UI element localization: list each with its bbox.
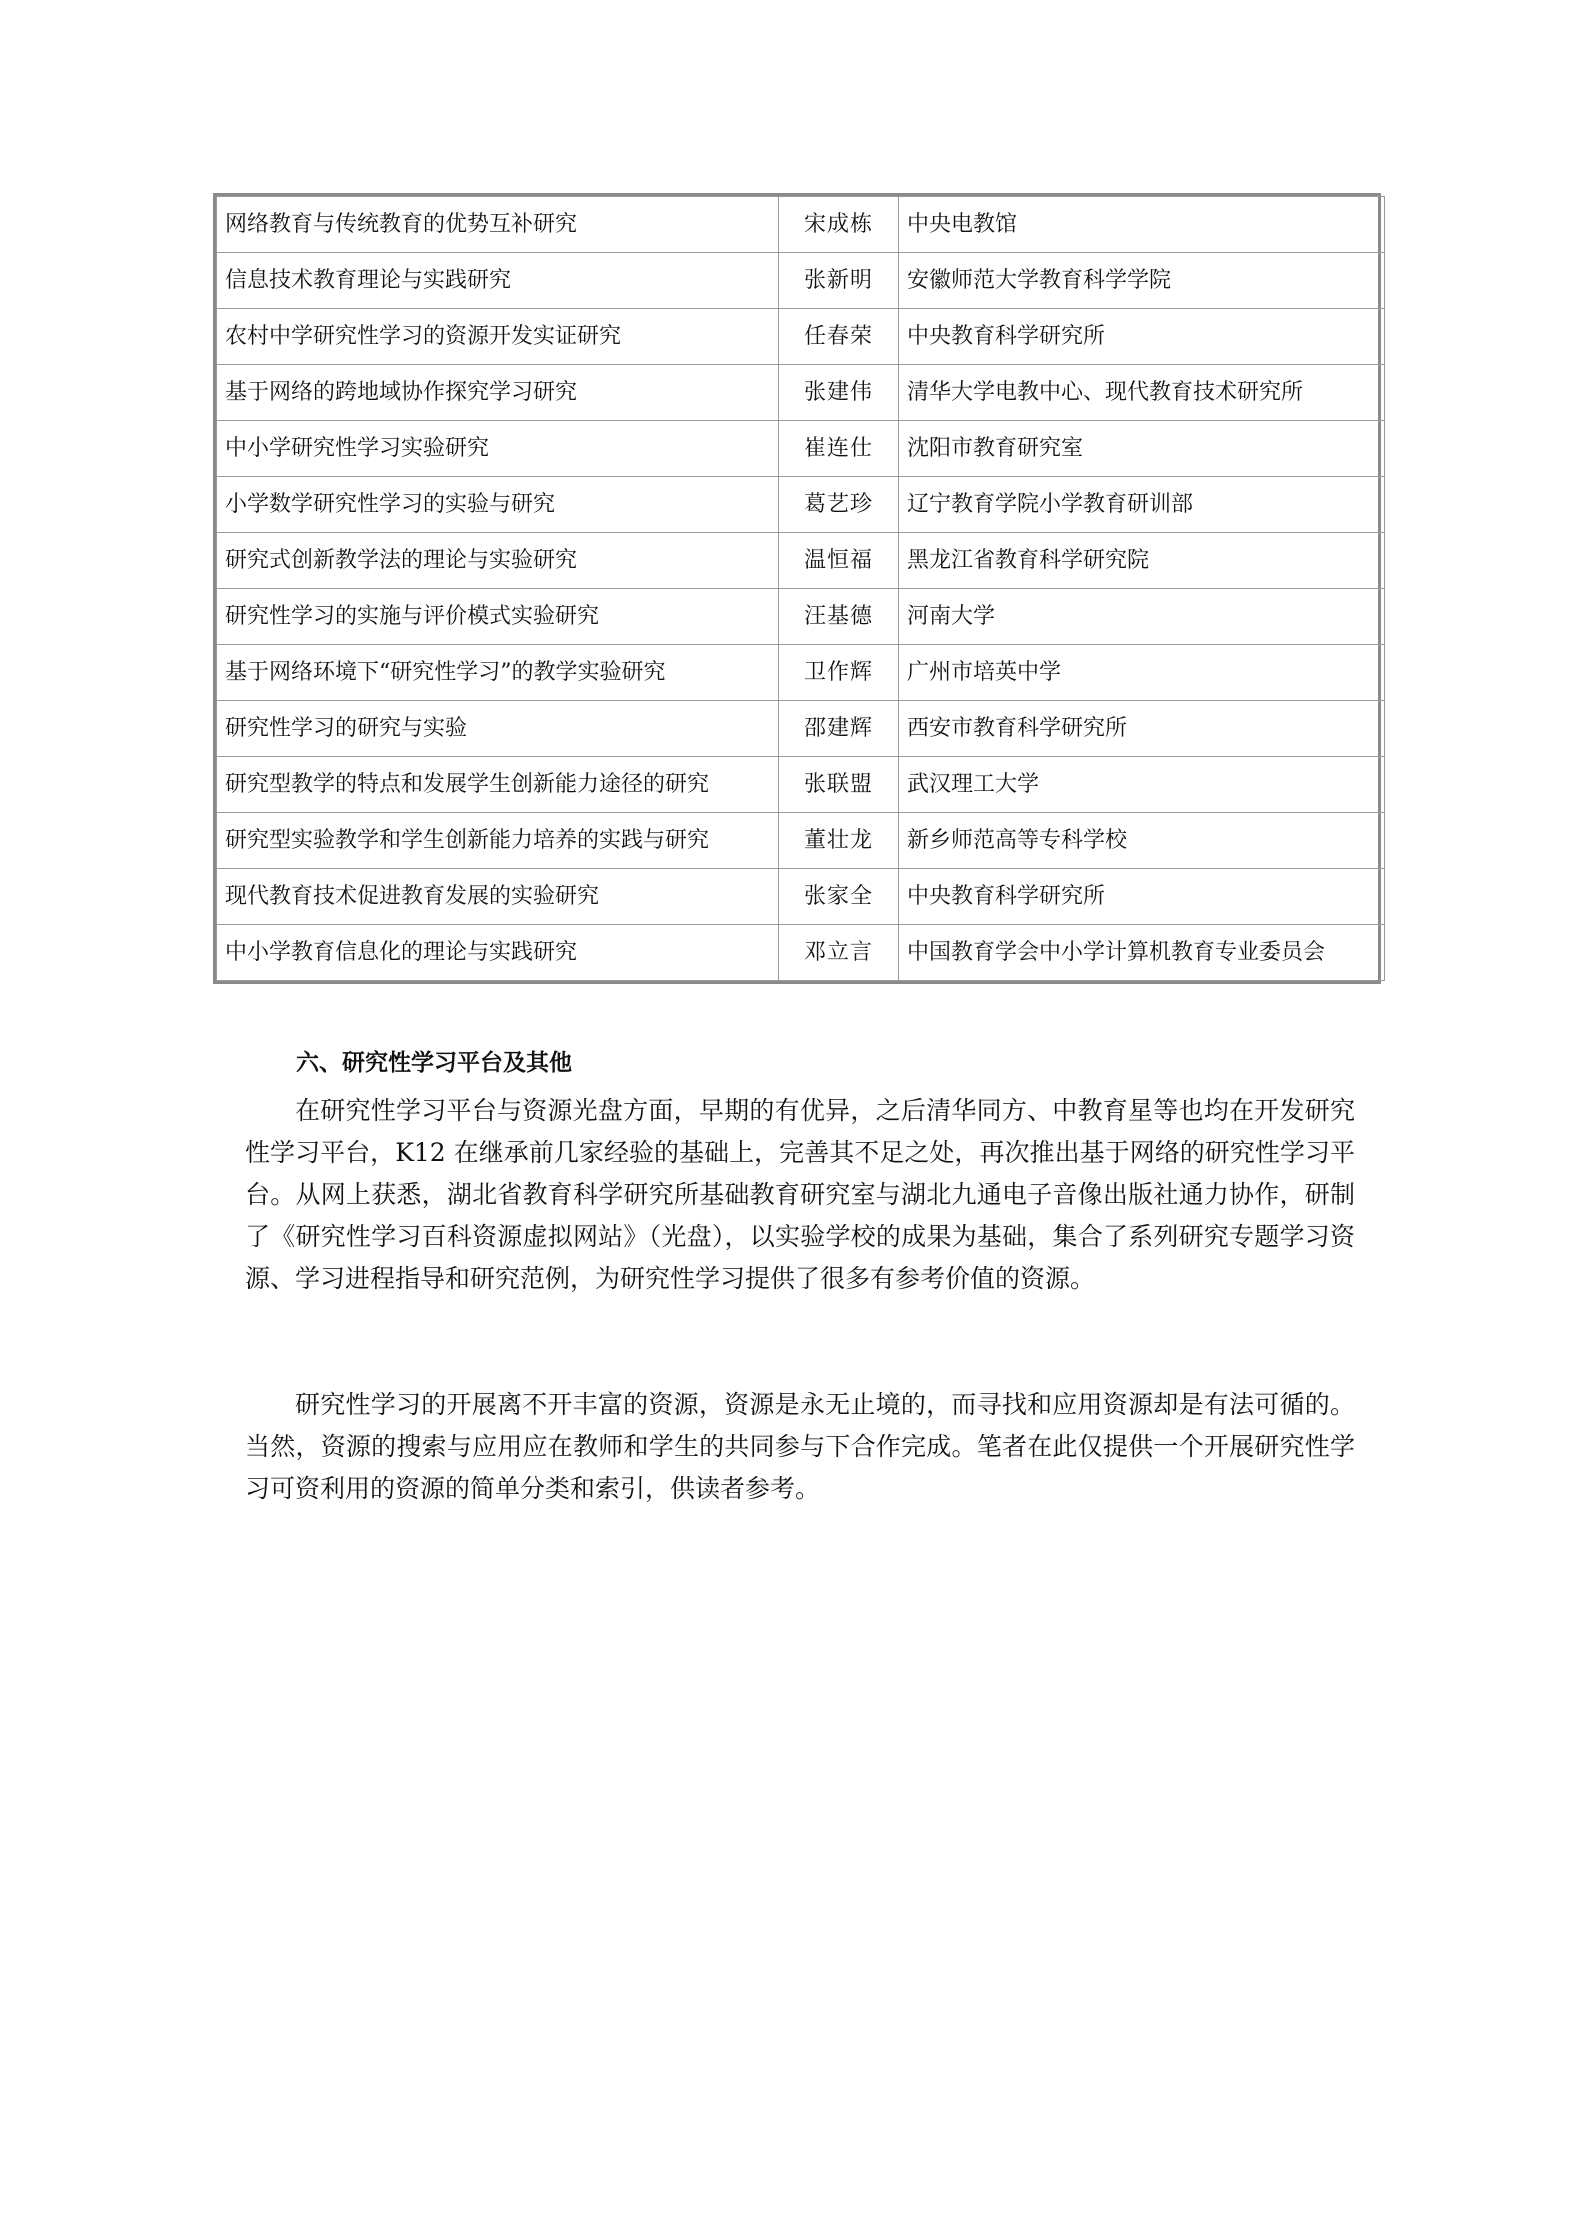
- table-row: [217, 701, 1385, 757]
- researcher-cell: 崔连仕: [779, 421, 899, 477]
- project-title-cell: 农村中学研究性学习的资源开发实证研究: [217, 309, 779, 365]
- table-row: [217, 197, 1385, 253]
- institution-cell: 黑龙江省教育科学研究院: [899, 533, 1385, 589]
- researcher-cell: 邓立言: [779, 925, 899, 981]
- institution-cell: 中国教育学会中小学计算机教育专业委员会: [899, 925, 1385, 981]
- researcher-cell: 卫作辉: [779, 645, 899, 701]
- section-heading: 六、研究性学习平台及其他: [296, 1050, 572, 1076]
- institution-cell: 武汉理工大学: [899, 757, 1385, 813]
- project-title-cell: 研究性学习的实施与评价模式实验研究: [217, 589, 779, 645]
- researcher-cell: 董壮龙: [779, 813, 899, 869]
- project-title-cell: 基于网络的跨地域协作探究学习研究: [217, 365, 779, 421]
- table-row: [217, 645, 1385, 701]
- project-title-cell: 研究式创新教学法的理论与实验研究: [217, 533, 779, 589]
- table-row: [217, 589, 1385, 645]
- project-title-cell: 研究型实验教学和学生创新能力培养的实践与研究: [217, 813, 779, 869]
- table-row: [217, 925, 1385, 981]
- project-title-cell: 现代教育技术促进教育发展的实验研究: [217, 869, 779, 925]
- researcher-cell: 汪基德: [779, 589, 899, 645]
- project-title-cell: 信息技术教育理论与实践研究: [217, 253, 779, 309]
- table-row: [217, 869, 1385, 925]
- body-paragraph-2: 研究性学习的开展离不开丰富的资源，资源是永无止境的，而寻找和应用资源却是有法可循的。当然，资源的搜索与应用应在教师和学生的共同参与下合作完成。笔者在此仅提供一个开展研究性学习可资利用的资源的简单分类和索引，供读者参考。: [245, 1390, 1355, 1503]
- institution-cell: 沈阳市教育研究室: [899, 421, 1385, 477]
- table-row: [217, 365, 1385, 421]
- institution-cell: 广州市培英中学: [899, 645, 1385, 701]
- project-title-cell: 中小学研究性学习实验研究: [217, 421, 779, 477]
- table-row: [217, 309, 1385, 365]
- institution-cell: 清华大学电教中心、现代教育技术研究所: [899, 365, 1385, 421]
- table-row: [217, 757, 1385, 813]
- researcher-cell: 张联盟: [779, 757, 899, 813]
- table-row: [217, 533, 1385, 589]
- institution-cell: 新乡师范高等专科学校: [899, 813, 1385, 869]
- table-body: [217, 197, 1385, 981]
- table-row: [217, 813, 1385, 869]
- institution-cell: 安徽师范大学教育科学学院: [899, 253, 1385, 309]
- institution-cell: 中央电教馆: [899, 197, 1385, 253]
- research-projects-table: [213, 193, 1381, 984]
- institution-cell: 辽宁教育学院小学教育研训部: [899, 477, 1385, 533]
- researcher-cell: 张新明: [779, 253, 899, 309]
- project-title-cell: 网络教育与传统教育的优势互补研究: [217, 197, 779, 253]
- table-row: [217, 477, 1385, 533]
- project-title-cell: 中小学教育信息化的理论与实践研究: [217, 925, 779, 981]
- project-title-cell: 研究型教学的特点和发展学生创新能力途径的研究: [217, 757, 779, 813]
- projects-table: [216, 196, 1385, 981]
- researcher-cell: 葛艺珍: [779, 477, 899, 533]
- institution-cell: 西安市教育科学研究所: [899, 701, 1385, 757]
- project-title-cell: 基于网络环境下“研究性学习”的教学实验研究: [217, 645, 779, 701]
- project-title-cell: 研究性学习的研究与实验: [217, 701, 779, 757]
- table-row: [217, 253, 1385, 309]
- institution-cell: 河南大学: [899, 589, 1385, 645]
- table-row: [217, 421, 1385, 477]
- researcher-cell: 张家全: [779, 869, 899, 925]
- researcher-cell: 温恒福: [779, 533, 899, 589]
- body-paragraph-1: 在研究性学习平台与资源光盘方面，早期的有优异，之后清华同方、中教育星等也均在开发研究性学习平台，K12 在继承前几家经验的基础上，完善其不足之处，再次推出基于网络的研究性学习平台。从网上获悉，湖北省教育科学研究所基础教育研究室与湖北九通电子音像出版社通力协作，研制了《研究性学习百科资源虚拟网站》（光盘），以实验学校的成果为基础，集合了系列研究专题学习资源、学习进程指导和研究范例，为研究性学习提供了很多有参考价值的资源。: [245, 1096, 1355, 1293]
- institution-cell: 中央教育科学研究所: [899, 869, 1385, 925]
- institution-cell: 中央教育科学研究所: [899, 309, 1385, 365]
- researcher-cell: 宋成栋: [779, 197, 899, 253]
- researcher-cell: 张建伟: [779, 365, 899, 421]
- researcher-cell: 任春荣: [779, 309, 899, 365]
- project-title-cell: 小学数学研究性学习的实验与研究: [217, 477, 779, 533]
- researcher-cell: 邵建辉: [779, 701, 899, 757]
